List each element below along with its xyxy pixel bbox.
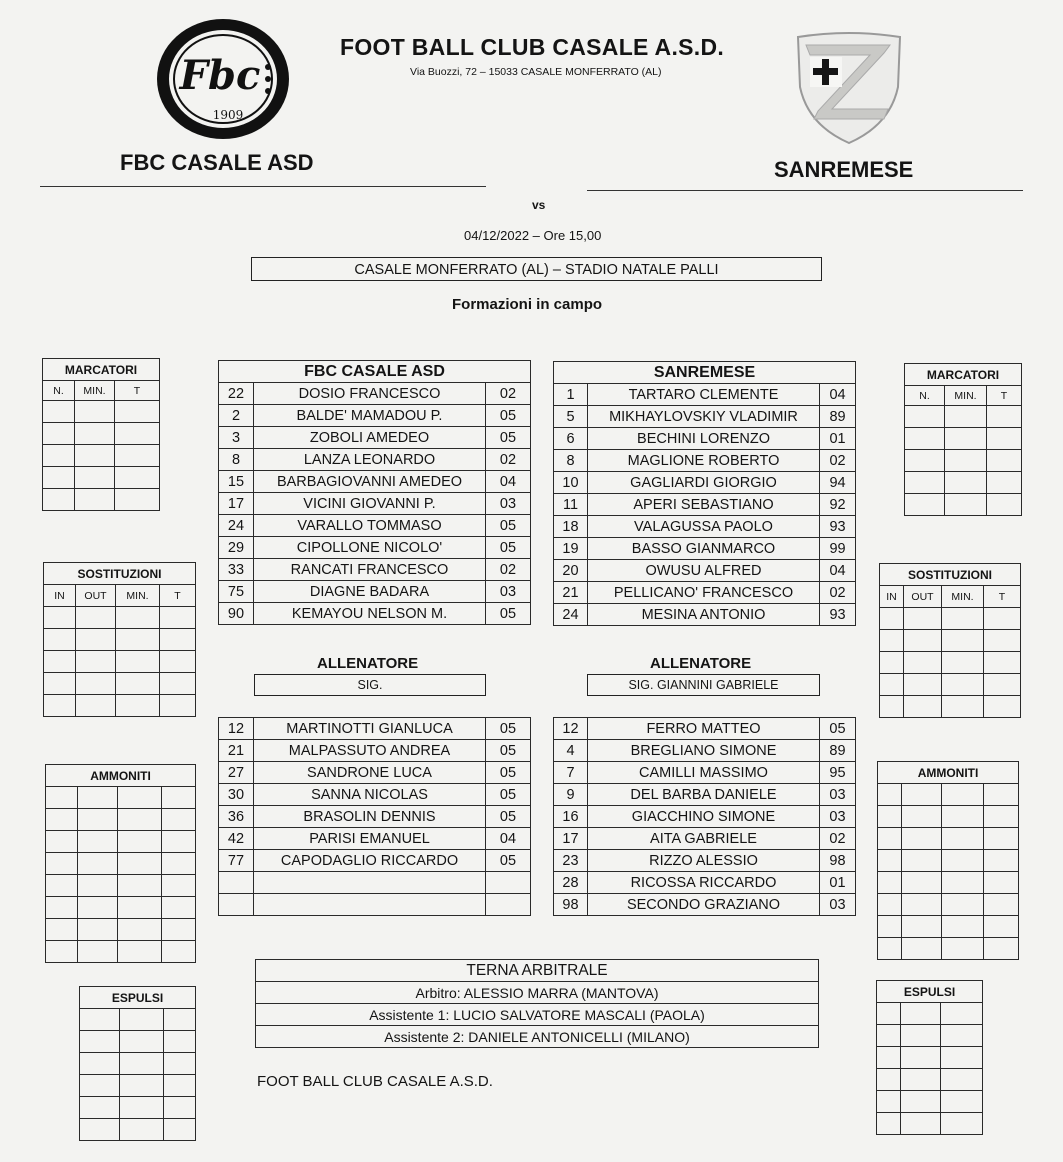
club-name: FOOT BALL CLUB CASALE A.S.D. bbox=[340, 34, 725, 60]
player-year: 04 bbox=[486, 471, 531, 493]
player-row bbox=[554, 450, 856, 472]
player-row bbox=[219, 718, 531, 740]
player-year: 94 bbox=[820, 472, 856, 494]
marcatori-title: MARCATORI bbox=[43, 359, 160, 381]
player-number: 21 bbox=[219, 740, 254, 762]
away-sostituzioni-table bbox=[879, 563, 1021, 718]
player-row bbox=[219, 894, 531, 916]
player-name: VARALLO TOMMASO bbox=[254, 515, 486, 537]
home-coach-label: ALLENATORE bbox=[317, 655, 419, 672]
player-row bbox=[554, 784, 856, 806]
player-name: BARBAGIOVANNI AMEDEO bbox=[254, 471, 486, 493]
player-number bbox=[219, 894, 254, 916]
player-number: 15 bbox=[219, 471, 254, 493]
player-year: 05 bbox=[486, 806, 531, 828]
player-row bbox=[554, 384, 856, 406]
match-venue: CASALE MONFERRATO (AL) – STADIO NATALE PALLI bbox=[251, 257, 822, 281]
player-number: 90 bbox=[219, 603, 254, 625]
player-row bbox=[554, 828, 856, 850]
player-name: BALDE' MAMADOU P. bbox=[254, 405, 486, 427]
player-year: 93 bbox=[820, 516, 856, 538]
player-name: VICINI GIOVANNI P. bbox=[254, 493, 486, 515]
player-row bbox=[219, 872, 531, 894]
player-number: 8 bbox=[219, 449, 254, 471]
referee-assistant-2: Assistente 2: DANIELE ANTONICELLI (MILANO) bbox=[256, 1026, 819, 1048]
home-espulsi-table bbox=[79, 986, 196, 1141]
player-row bbox=[554, 762, 856, 784]
player-year: 01 bbox=[820, 872, 856, 894]
player-name: PARISI EMANUEL bbox=[254, 828, 486, 850]
home-divider bbox=[40, 186, 486, 187]
player-row bbox=[554, 494, 856, 516]
col-min: MIN. bbox=[75, 381, 115, 401]
player-number: 77 bbox=[219, 850, 254, 872]
referee-main: Arbitro: ALESSIO MARRA (MANTOVA) bbox=[256, 982, 819, 1004]
away-espulsi-table bbox=[876, 980, 983, 1135]
player-row bbox=[554, 560, 856, 582]
svg-text:1909: 1909 bbox=[212, 108, 244, 122]
player-number: 17 bbox=[219, 493, 254, 515]
away-divider bbox=[587, 190, 1023, 191]
player-year: 89 bbox=[820, 406, 856, 428]
player-row bbox=[554, 872, 856, 894]
sostituzioni-title: SOSTITUZIONI bbox=[880, 564, 1021, 586]
player-number: 12 bbox=[554, 718, 588, 740]
player-row bbox=[554, 850, 856, 872]
match-date: 04/12/2022 – Ore 15,00 bbox=[464, 228, 602, 243]
referees-table bbox=[255, 959, 819, 1048]
away-coach: SIG. GIANNINI GABRIELE bbox=[587, 674, 820, 696]
player-name: VALAGUSSA PAOLO bbox=[588, 516, 820, 538]
col-min: MIN. bbox=[942, 586, 984, 608]
player-row bbox=[219, 493, 531, 515]
col-t: T bbox=[987, 386, 1022, 406]
player-number: 42 bbox=[219, 828, 254, 850]
player-row bbox=[219, 515, 531, 537]
player-name bbox=[254, 872, 486, 894]
player-year: 03 bbox=[820, 894, 856, 916]
home-team-name: FBC CASALE ASD bbox=[120, 150, 314, 175]
player-row bbox=[554, 516, 856, 538]
col-min: MIN. bbox=[945, 386, 987, 406]
espulsi-title: ESPULSI bbox=[877, 981, 983, 1003]
away-starters-table bbox=[553, 361, 856, 626]
col-in: IN bbox=[44, 585, 76, 607]
player-number: 3 bbox=[219, 427, 254, 449]
player-name: MIKHAYLOVSKIY VLADIMIR bbox=[588, 406, 820, 428]
player-number: 1 bbox=[554, 384, 588, 406]
player-number: 75 bbox=[219, 581, 254, 603]
player-number: 20 bbox=[554, 560, 588, 582]
player-year: 05 bbox=[486, 784, 531, 806]
player-name: SECONDO GRAZIANO bbox=[588, 894, 820, 916]
away-subs-table bbox=[553, 717, 856, 916]
player-name: OWUSU ALFRED bbox=[588, 560, 820, 582]
away-ammoniti-table bbox=[877, 761, 1019, 960]
player-row bbox=[554, 406, 856, 428]
home-coach: SIG. bbox=[254, 674, 486, 696]
player-year: 04 bbox=[820, 560, 856, 582]
player-row bbox=[554, 604, 856, 626]
player-row bbox=[554, 806, 856, 828]
player-row bbox=[554, 740, 856, 762]
marcatori-title: MARCATORI bbox=[905, 364, 1022, 386]
player-name: BRASOLIN DENNIS bbox=[254, 806, 486, 828]
player-number: 33 bbox=[219, 559, 254, 581]
player-year: 95 bbox=[820, 762, 856, 784]
player-year: 05 bbox=[820, 718, 856, 740]
player-number: 18 bbox=[554, 516, 588, 538]
player-row bbox=[219, 581, 531, 603]
player-row bbox=[219, 471, 531, 493]
player-year: 02 bbox=[486, 449, 531, 471]
player-name: DIAGNE BADARA bbox=[254, 581, 486, 603]
player-row bbox=[554, 894, 856, 916]
player-number: 19 bbox=[554, 538, 588, 560]
player-name: DOSIO FRANCESCO bbox=[254, 383, 486, 405]
away-team-name: SANREMESE bbox=[774, 157, 914, 182]
col-n: N. bbox=[43, 381, 75, 401]
section-title: Formazioni in campo bbox=[452, 296, 603, 313]
player-name: FERRO MATTEO bbox=[588, 718, 820, 740]
player-row bbox=[219, 740, 531, 762]
home-sostituzioni-table bbox=[43, 562, 196, 717]
player-name: RICOSSA RICCARDO bbox=[588, 872, 820, 894]
player-year: 98 bbox=[820, 850, 856, 872]
player-name: BASSO GIANMARCO bbox=[588, 538, 820, 560]
col-t: T bbox=[115, 381, 160, 401]
player-name: BREGLIANO SIMONE bbox=[588, 740, 820, 762]
away-coach-label: ALLENATORE bbox=[650, 655, 752, 672]
player-row bbox=[219, 603, 531, 625]
player-number: 2 bbox=[219, 405, 254, 427]
club-address: Via Buozzi, 72 – 15033 CASALE MONFERRATO (AL) bbox=[410, 66, 662, 78]
espulsi-title: ESPULSI bbox=[80, 987, 196, 1009]
player-number: 17 bbox=[554, 828, 588, 850]
referees-title: TERNA ARBITRALE bbox=[256, 960, 819, 982]
player-year: 05 bbox=[486, 427, 531, 449]
player-row bbox=[219, 559, 531, 581]
player-name: LANZA LEONARDO bbox=[254, 449, 486, 471]
player-year: 02 bbox=[820, 450, 856, 472]
player-number: 22 bbox=[219, 383, 254, 405]
player-name: CAMILLI MASSIMO bbox=[588, 762, 820, 784]
player-year: 03 bbox=[820, 806, 856, 828]
player-number: 5 bbox=[554, 406, 588, 428]
home-club-logo bbox=[154, 17, 292, 141]
player-number: 8 bbox=[554, 450, 588, 472]
home-starters-table bbox=[218, 360, 531, 625]
player-row bbox=[554, 472, 856, 494]
player-name: CAPODAGLIO RICCARDO bbox=[254, 850, 486, 872]
ammoniti-title: AMMONITI bbox=[46, 765, 196, 787]
player-number: 24 bbox=[219, 515, 254, 537]
player-name: KEMAYOU NELSON M. bbox=[254, 603, 486, 625]
player-row bbox=[219, 537, 531, 559]
player-year: 05 bbox=[486, 718, 531, 740]
player-number bbox=[219, 872, 254, 894]
player-year: 02 bbox=[820, 828, 856, 850]
player-row bbox=[554, 718, 856, 740]
player-number: 30 bbox=[219, 784, 254, 806]
player-number: 27 bbox=[219, 762, 254, 784]
home-marcatori-table bbox=[42, 358, 160, 511]
player-name: GAGLIARDI GIORGIO bbox=[588, 472, 820, 494]
col-n: N. bbox=[905, 386, 945, 406]
player-year: 93 bbox=[820, 604, 856, 626]
player-year: 01 bbox=[820, 428, 856, 450]
col-min: MIN. bbox=[116, 585, 160, 607]
player-number: 7 bbox=[554, 762, 588, 784]
player-number: 4 bbox=[554, 740, 588, 762]
away-club-logo bbox=[786, 27, 912, 147]
player-name: CIPOLLONE NICOLO' bbox=[254, 537, 486, 559]
home-subs-table bbox=[218, 717, 531, 916]
away-marcatori-table bbox=[904, 363, 1022, 516]
svg-text:Fbc: Fbc bbox=[179, 52, 261, 99]
player-number: 98 bbox=[554, 894, 588, 916]
player-name: RANCATI FRANCESCO bbox=[254, 559, 486, 581]
player-name: SANDRONE LUCA bbox=[254, 762, 486, 784]
player-year: 05 bbox=[486, 537, 531, 559]
player-row bbox=[219, 427, 531, 449]
ammoniti-title: AMMONITI bbox=[878, 762, 1019, 784]
player-year bbox=[486, 894, 531, 916]
player-number: 28 bbox=[554, 872, 588, 894]
player-name: PELLICANO' FRANCESCO bbox=[588, 582, 820, 604]
player-row bbox=[219, 449, 531, 471]
player-row bbox=[554, 538, 856, 560]
home-ammoniti-table bbox=[45, 764, 196, 963]
player-name: ZOBOLI AMEDEO bbox=[254, 427, 486, 449]
player-name: DEL BARBA DANIELE bbox=[588, 784, 820, 806]
home-lineup-title: FBC CASALE ASD bbox=[219, 361, 531, 383]
player-row bbox=[219, 762, 531, 784]
player-row bbox=[219, 828, 531, 850]
player-year: 04 bbox=[820, 384, 856, 406]
player-number: 10 bbox=[554, 472, 588, 494]
player-year: 05 bbox=[486, 405, 531, 427]
player-name: GIACCHINO SIMONE bbox=[588, 806, 820, 828]
player-year: 03 bbox=[486, 581, 531, 603]
player-year: 05 bbox=[486, 603, 531, 625]
player-number: 24 bbox=[554, 604, 588, 626]
player-name: MAGLIONE ROBERTO bbox=[588, 450, 820, 472]
player-year: 02 bbox=[486, 383, 531, 405]
sostituzioni-title: SOSTITUZIONI bbox=[44, 563, 196, 585]
player-number: 11 bbox=[554, 494, 588, 516]
player-number: 12 bbox=[219, 718, 254, 740]
player-year: 99 bbox=[820, 538, 856, 560]
footer-club-name: FOOT BALL CLUB CASALE A.S.D. bbox=[257, 1073, 493, 1090]
player-number: 21 bbox=[554, 582, 588, 604]
player-row bbox=[219, 850, 531, 872]
player-number: 16 bbox=[554, 806, 588, 828]
player-row bbox=[554, 582, 856, 604]
player-name: MESINA ANTONIO bbox=[588, 604, 820, 626]
player-number: 9 bbox=[554, 784, 588, 806]
player-row bbox=[219, 806, 531, 828]
player-row bbox=[219, 405, 531, 427]
player-row bbox=[219, 784, 531, 806]
vs-label: vs bbox=[532, 198, 546, 212]
player-row bbox=[554, 428, 856, 450]
player-name: RIZZO ALESSIO bbox=[588, 850, 820, 872]
player-year: 03 bbox=[486, 493, 531, 515]
col-out: OUT bbox=[904, 586, 942, 608]
player-year: 04 bbox=[486, 828, 531, 850]
col-in: IN bbox=[880, 586, 904, 608]
col-out: OUT bbox=[76, 585, 116, 607]
player-name bbox=[254, 894, 486, 916]
player-year: 89 bbox=[820, 740, 856, 762]
player-name: TARTARO CLEMENTE bbox=[588, 384, 820, 406]
player-name: SANNA NICOLAS bbox=[254, 784, 486, 806]
player-year: 05 bbox=[486, 740, 531, 762]
player-year: 92 bbox=[820, 494, 856, 516]
player-year: 03 bbox=[820, 784, 856, 806]
player-year: 05 bbox=[486, 850, 531, 872]
player-year: 05 bbox=[486, 515, 531, 537]
player-year: 02 bbox=[820, 582, 856, 604]
col-t: T bbox=[160, 585, 196, 607]
col-t: T bbox=[984, 586, 1021, 608]
player-name: BECHINI LORENZO bbox=[588, 428, 820, 450]
player-row bbox=[219, 383, 531, 405]
player-name: APERI SEBASTIANO bbox=[588, 494, 820, 516]
player-year: 05 bbox=[486, 762, 531, 784]
player-name: MARTINOTTI GIANLUCA bbox=[254, 718, 486, 740]
player-name: AITA GABRIELE bbox=[588, 828, 820, 850]
player-year bbox=[486, 872, 531, 894]
referee-assistant-1: Assistente 1: LUCIO SALVATORE MASCALI (PAOLA) bbox=[256, 1004, 819, 1026]
away-lineup-title: SANREMESE bbox=[554, 362, 856, 384]
player-number: 29 bbox=[219, 537, 254, 559]
player-name: MALPASSUTO ANDREA bbox=[254, 740, 486, 762]
player-number: 23 bbox=[554, 850, 588, 872]
player-year: 02 bbox=[486, 559, 531, 581]
player-number: 36 bbox=[219, 806, 254, 828]
player-number: 6 bbox=[554, 428, 588, 450]
